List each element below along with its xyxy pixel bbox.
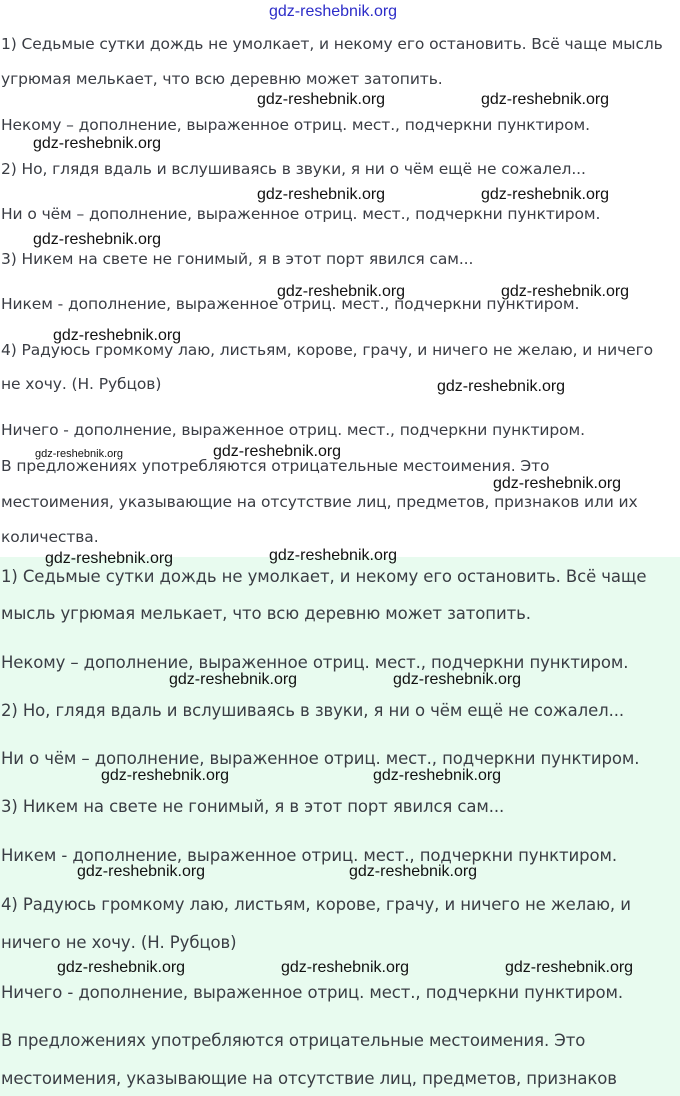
- s1-line-11: В предложениях употребляются отрицательные местоимения. Это: [1, 457, 550, 475]
- watermark: gdz-reshebnik.org: [45, 550, 174, 567]
- s2-line-10: Ничего - дополнение, выраженное отриц. мест., подчеркни пунктиром.: [1, 983, 624, 1002]
- s1-line-3: Некому – дополнение, выраженное отриц. мест., подчеркни пунктиром.: [1, 116, 590, 134]
- watermark: gdz-reshebnik.org: [505, 959, 634, 976]
- watermark: gdz-reshebnik.org: [33, 135, 162, 152]
- s2-line-4: 2) Но, глядя вдаль и вслушиваясь в звуки, я ни о чём ещё не сожалел...: [1, 701, 625, 720]
- s1-line-10: Ничего - дополнение, выраженное отриц. мест., подчеркни пунктиром.: [1, 421, 585, 439]
- s2-line-11: В предложениях употребляются отрицательные местоимения. Это: [1, 1031, 586, 1050]
- s1-line-5: Ни о чём – дополнение, выраженное отриц. мест., подчеркни пунктиром.: [1, 205, 601, 223]
- watermark: gdz-reshebnik.org: [393, 671, 522, 688]
- s1-line-7: Никем - дополнение, выраженное отриц. мест., подчеркни пунктиром.: [1, 295, 580, 313]
- watermark: gdz-reshebnik.org: [257, 91, 386, 108]
- s2-line-5: Ни о чём – дополнение, выраженное отриц. мест., подчеркни пунктиром.: [1, 749, 640, 768]
- watermark: gdz-reshebnik.org: [269, 547, 398, 564]
- s1-line-4: 2) Но, глядя вдаль и вслушиваясь в звуки, я ни о чём ещё не сожалел...: [1, 160, 586, 178]
- watermark: gdz-reshebnik.org: [213, 443, 342, 460]
- watermark: gdz-reshebnik.org: [481, 91, 610, 108]
- watermark: gdz-reshebnik.org: [481, 186, 610, 203]
- s2-line-12: местоимения, указывающие на отсутствие лиц, предметов, признаков: [1, 1069, 617, 1088]
- watermark: gdz-reshebnik.org: [53, 327, 182, 344]
- s2-line-8: 4) Радуюсь громкому лаю, листьям, корове, грачу, и ничего не желаю, и: [1, 895, 631, 914]
- watermark: gdz-reshebnik.org: [437, 378, 566, 395]
- s1-line-12: местоимения, указывающие на отсутствие лиц, предметов, признаков или их: [1, 493, 638, 511]
- watermark: gdz-reshebnik.org: [33, 231, 162, 248]
- watermark: gdz-reshebnik.org: [493, 475, 622, 492]
- watermark: gdz-reshebnik.org: [57, 959, 186, 976]
- watermark: gdz-reshebnik.org: [257, 186, 386, 203]
- s1-line-2: угрюмая мелькает, что всю деревню может затопить.: [1, 70, 443, 88]
- s2-line-9: ничего не хочу. (Н. Рубцов): [1, 933, 237, 952]
- s2-line-7: Никем - дополнение, выраженное отриц. мест., подчеркни пунктиром.: [1, 846, 618, 865]
- watermark: gdz-reshebnik.org: [77, 863, 206, 880]
- watermark: gdz-reshebnik.org: [35, 448, 124, 460]
- header-link[interactable]: gdz-reshebnik.org: [269, 3, 398, 20]
- s2-line-6: 3) Никем на свете не гонимый, я в этот порт явился сам...: [1, 797, 505, 816]
- watermark: gdz-reshebnik.org: [501, 283, 630, 300]
- answer-background: [0, 557, 680, 1096]
- watermark: gdz-reshebnik.org: [277, 283, 406, 300]
- s1-line-8: 4) Радуюсь громкому лаю, листьям, корове, грачу, и ничего не желаю, и ничего: [1, 341, 653, 359]
- watermark: gdz-reshebnik.org: [101, 767, 230, 784]
- s2-line-2: мысль угрюмая мелькает, что всю деревню может затопить.: [1, 604, 531, 623]
- watermark: gdz-reshebnik.org: [169, 671, 298, 688]
- s1-line-13: количества.: [1, 528, 99, 546]
- watermark: gdz-reshebnik.org: [349, 863, 478, 880]
- watermark: gdz-reshebnik.org: [373, 767, 502, 784]
- s1-line-1: 1) Седьмые сутки дождь не умолкает, и некому его остановить. Всё чаще мысль: [1, 35, 663, 53]
- s2-line-3: Некому – дополнение, выраженное отриц. мест., подчеркни пунктиром.: [1, 653, 629, 672]
- s1-line-6: 3) Никем на свете не гонимый, я в этот порт явился сам...: [1, 250, 474, 268]
- s1-line-9: не хочу. (Н. Рубцов): [1, 375, 162, 393]
- s2-line-1: 1) Седьмые сутки дождь не умолкает, и некому его остановить. Всё чаще: [1, 567, 647, 586]
- watermark: gdz-reshebnik.org: [281, 959, 410, 976]
